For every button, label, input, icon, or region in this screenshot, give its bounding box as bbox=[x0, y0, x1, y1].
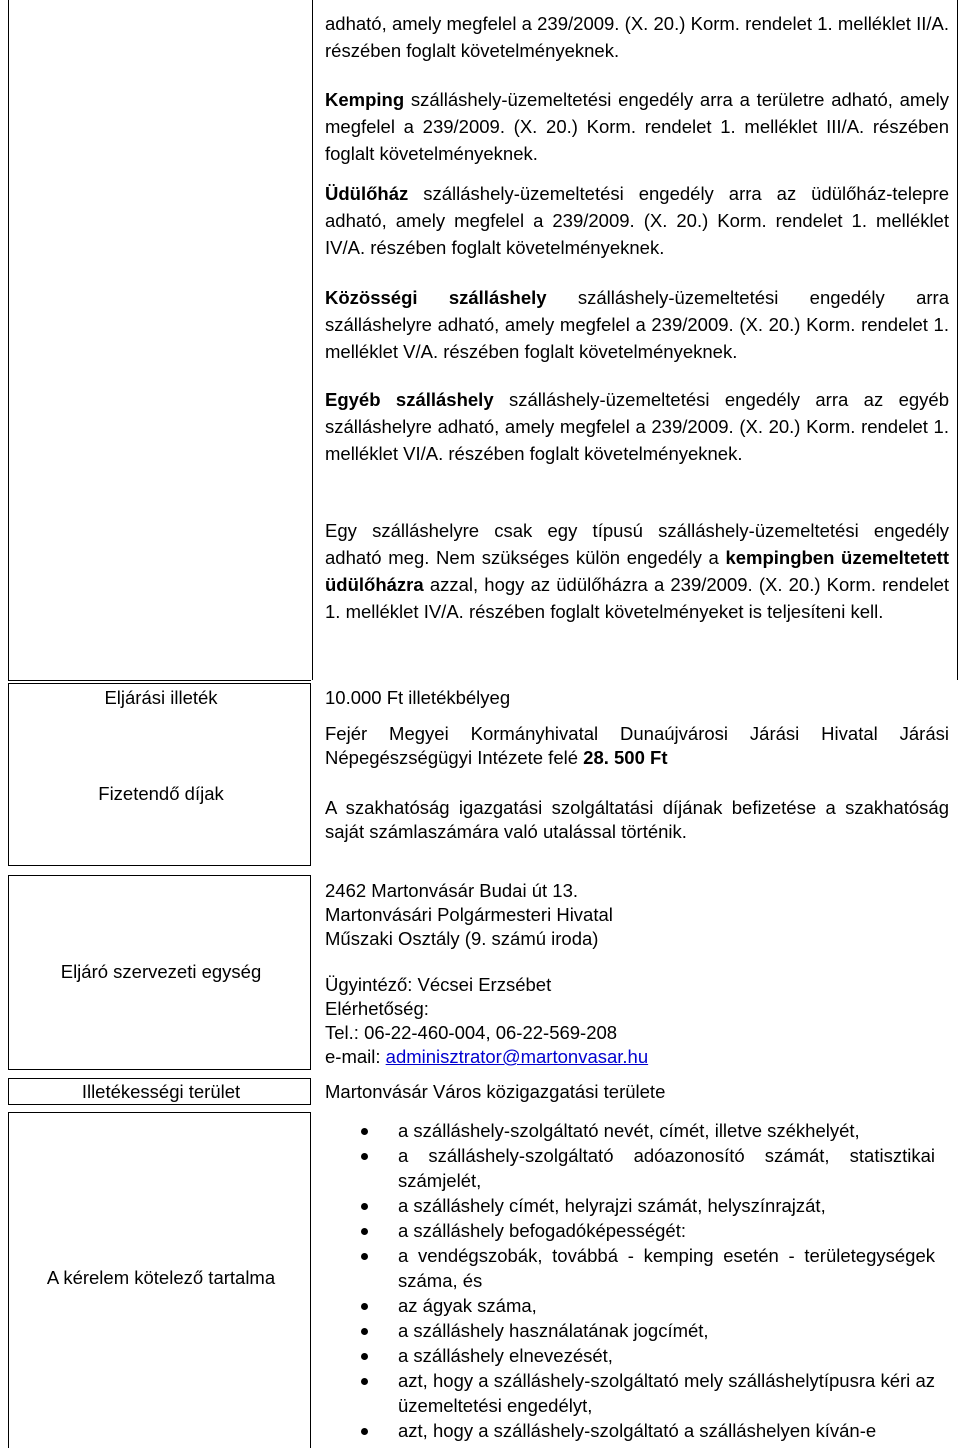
cell-left-req bbox=[8, 1112, 9, 1448]
email-label: e-mail: bbox=[325, 1046, 386, 1067]
row-rule-3 bbox=[8, 875, 311, 876]
email-link[interactable]: adminisztrator@martonvasar.hu bbox=[385, 1046, 649, 1067]
bullet-icon bbox=[361, 1328, 368, 1335]
office-elerhetoseg: Elérhetőség: bbox=[325, 998, 429, 1019]
bullet-icon bbox=[361, 1303, 368, 1310]
row-rule-6 bbox=[8, 1104, 311, 1105]
label-kerelem-tartalma: A kérelem kötelező tartalma bbox=[46, 1267, 276, 1288]
bullet-icon bbox=[361, 1378, 368, 1385]
list-item: azt, hogy a szálláshely-szolgáltató a szálláshelyen kíván-e bbox=[325, 1418, 935, 1443]
cell-right-req bbox=[310, 1112, 311, 1448]
office-address: 2462 Martonvásár Budai út 13. bbox=[325, 880, 578, 901]
office-email-line bbox=[325, 1045, 648, 1069]
fejer-fee-text: Fejér Megyei Kormányhivatal Dunaújvárosi Járási Hivatal Járási Népegészségügyi Intézete felé 28. 500 Ft bbox=[325, 723, 949, 768]
row-rule-1 bbox=[8, 680, 311, 681]
bullet-icon bbox=[361, 1203, 368, 1210]
cell-right-fees bbox=[310, 683, 311, 866]
list-item: a szálláshely használatának jogcímét, bbox=[325, 1318, 935, 1343]
paragraph-egy-szallashely: Egy szálláshelyre csak egy típusú szálláshely-üzemeltetési engedély adható meg. Nem szükséges külön engedély a kempingben üzemeltetett üdülőházra azzal, hogy az üdülőházra a 239/2009. (X. 20.) Korm. rendelet 1. melléklet IV/A. részében foglalt követelményeket is teljesíteni kell. bbox=[325, 520, 949, 622]
label-illetekessegi-terulet: Illetékességi terület bbox=[81, 1081, 241, 1102]
bullet-icon bbox=[361, 1128, 368, 1135]
egyeb-bold: Egyéb szálláshely bbox=[325, 389, 494, 410]
office-ugyintezo: Ügyintéző: Vécsei Erzsébet bbox=[325, 974, 552, 995]
label-fizetendo-dijak: Fizetendő díjak bbox=[98, 783, 224, 804]
paragraph-kemping: Kemping szálláshely-üzemeltetési engedély arra a területre adható, amely megfelel a 239/2009. (X. 20.) Korm. rendelet 1. melléklet III/A. részében foglalt követelményeknek. bbox=[325, 89, 949, 164]
udulohaz-bold: Üdülőház bbox=[325, 183, 409, 204]
paragraph-szalloda-end: adható, amely megfelel a 239/2009. (X. 20.) Korm. rendelet 1. melléklet II/A. részében foglalt követelményeknek. bbox=[325, 13, 949, 61]
bullet-icon bbox=[361, 1153, 368, 1160]
list-item: a szálláshely címét, helyrajzi számát, helyszínrajzát, bbox=[325, 1193, 935, 1218]
row-rule-4 bbox=[8, 1069, 311, 1070]
list-item: a szálláshely-szolgáltató nevét, címét, illetve székhelyét, bbox=[325, 1118, 935, 1143]
bullet-icon bbox=[361, 1228, 368, 1235]
kozossegi-bold: Közösségi szálláshely bbox=[325, 287, 547, 308]
list-item: azt, hogy a szálláshely-szolgáltató mely szálláshelytípusra kéri az üzemeltetési engedélyt, bbox=[325, 1368, 935, 1418]
border-right-top bbox=[957, 0, 958, 680]
row-rule-5 bbox=[8, 1078, 311, 1079]
jurisdiction-value: Martonvásár Város közigazgatási területe bbox=[325, 1081, 666, 1102]
office-name: Martonvásári Polgármesteri Hivatal bbox=[325, 904, 613, 925]
row-rule-1b bbox=[8, 683, 311, 684]
illetekbelyeg-text: 10.000 Ft illetékbélyeg bbox=[325, 687, 511, 708]
cell-left-fees bbox=[8, 683, 9, 866]
list-item: a szálláshely-szolgáltató adóazonosító számát, statisztikai számjelét, bbox=[325, 1143, 935, 1193]
paragraph-udulohaz: Üdülőház szálláshely-üzemeltetési engedély arra az üdülőház-telepre adható, amely megfelel a 239/2009. (X. 20.) Korm. rendelet 1. melléklet IV/A. részében foglalt követelményeknek. bbox=[325, 183, 949, 258]
list-item: a szálláshely elnevezését, bbox=[325, 1343, 935, 1368]
request-items-list bbox=[325, 1118, 935, 1443]
cell-right-office bbox=[310, 875, 311, 1070]
cell-left-office bbox=[8, 875, 9, 1070]
office-dept: Műszaki Osztály (9. számú iroda) bbox=[325, 928, 599, 949]
bullet-icon bbox=[361, 1353, 368, 1360]
szakhatosag-text: A szakhatóság igazgatási szolgáltatási díjának befizetése a szakhatóság saját számlaszámára való utalással történik. bbox=[325, 797, 949, 842]
border-middle-top bbox=[312, 0, 313, 680]
kempingben-bold: kempingben üzemeltetett üdülőházra bbox=[325, 547, 949, 595]
bullet-icon bbox=[361, 1253, 368, 1260]
paragraph-kozossegi: Közösségi szálláshely szálláshely-üzemeltetési engedély arra szálláshelyre adható, amely megfelel a 239/2009. (X. 20.) Korm. rendelet 1. melléklet V/A. részében foglalt követelményeknek. bbox=[325, 287, 949, 362]
label-eljaro-szervezeti-egyseg: Eljáró szervezeti egység bbox=[60, 961, 262, 982]
cell-left-jur bbox=[8, 1078, 9, 1105]
border-left-top bbox=[8, 0, 9, 680]
cell-right-jur bbox=[310, 1078, 311, 1105]
list-item: a szálláshely befogadóképességét: bbox=[325, 1218, 935, 1243]
label-eljarasi-illetek: Eljárási illeték bbox=[104, 687, 218, 708]
row-rule-7 bbox=[8, 1112, 311, 1113]
paragraph-egyeb: Egyéb szálláshely szálláshely-üzemeltetési engedély arra az egyéb szálláshelyre adható, amely megfelel a 239/2009. (X. 20.) Korm. rendelet 1. melléklet VI/A. részében foglalt követelményeknek. bbox=[325, 389, 949, 464]
list-item: az ágyak száma, bbox=[325, 1293, 935, 1318]
office-tel: Tel.: 06-22-460-004, 06-22-569-208 bbox=[325, 1022, 618, 1043]
row-rule-2 bbox=[8, 865, 311, 866]
list-item: a vendégszobák, továbbá - kemping esetén - területegységek száma, és bbox=[325, 1243, 935, 1293]
fejer-fee-amount: 28. 500 Ft bbox=[583, 747, 668, 768]
kemping-bold: Kemping bbox=[325, 89, 405, 110]
bullet-icon bbox=[361, 1428, 368, 1435]
